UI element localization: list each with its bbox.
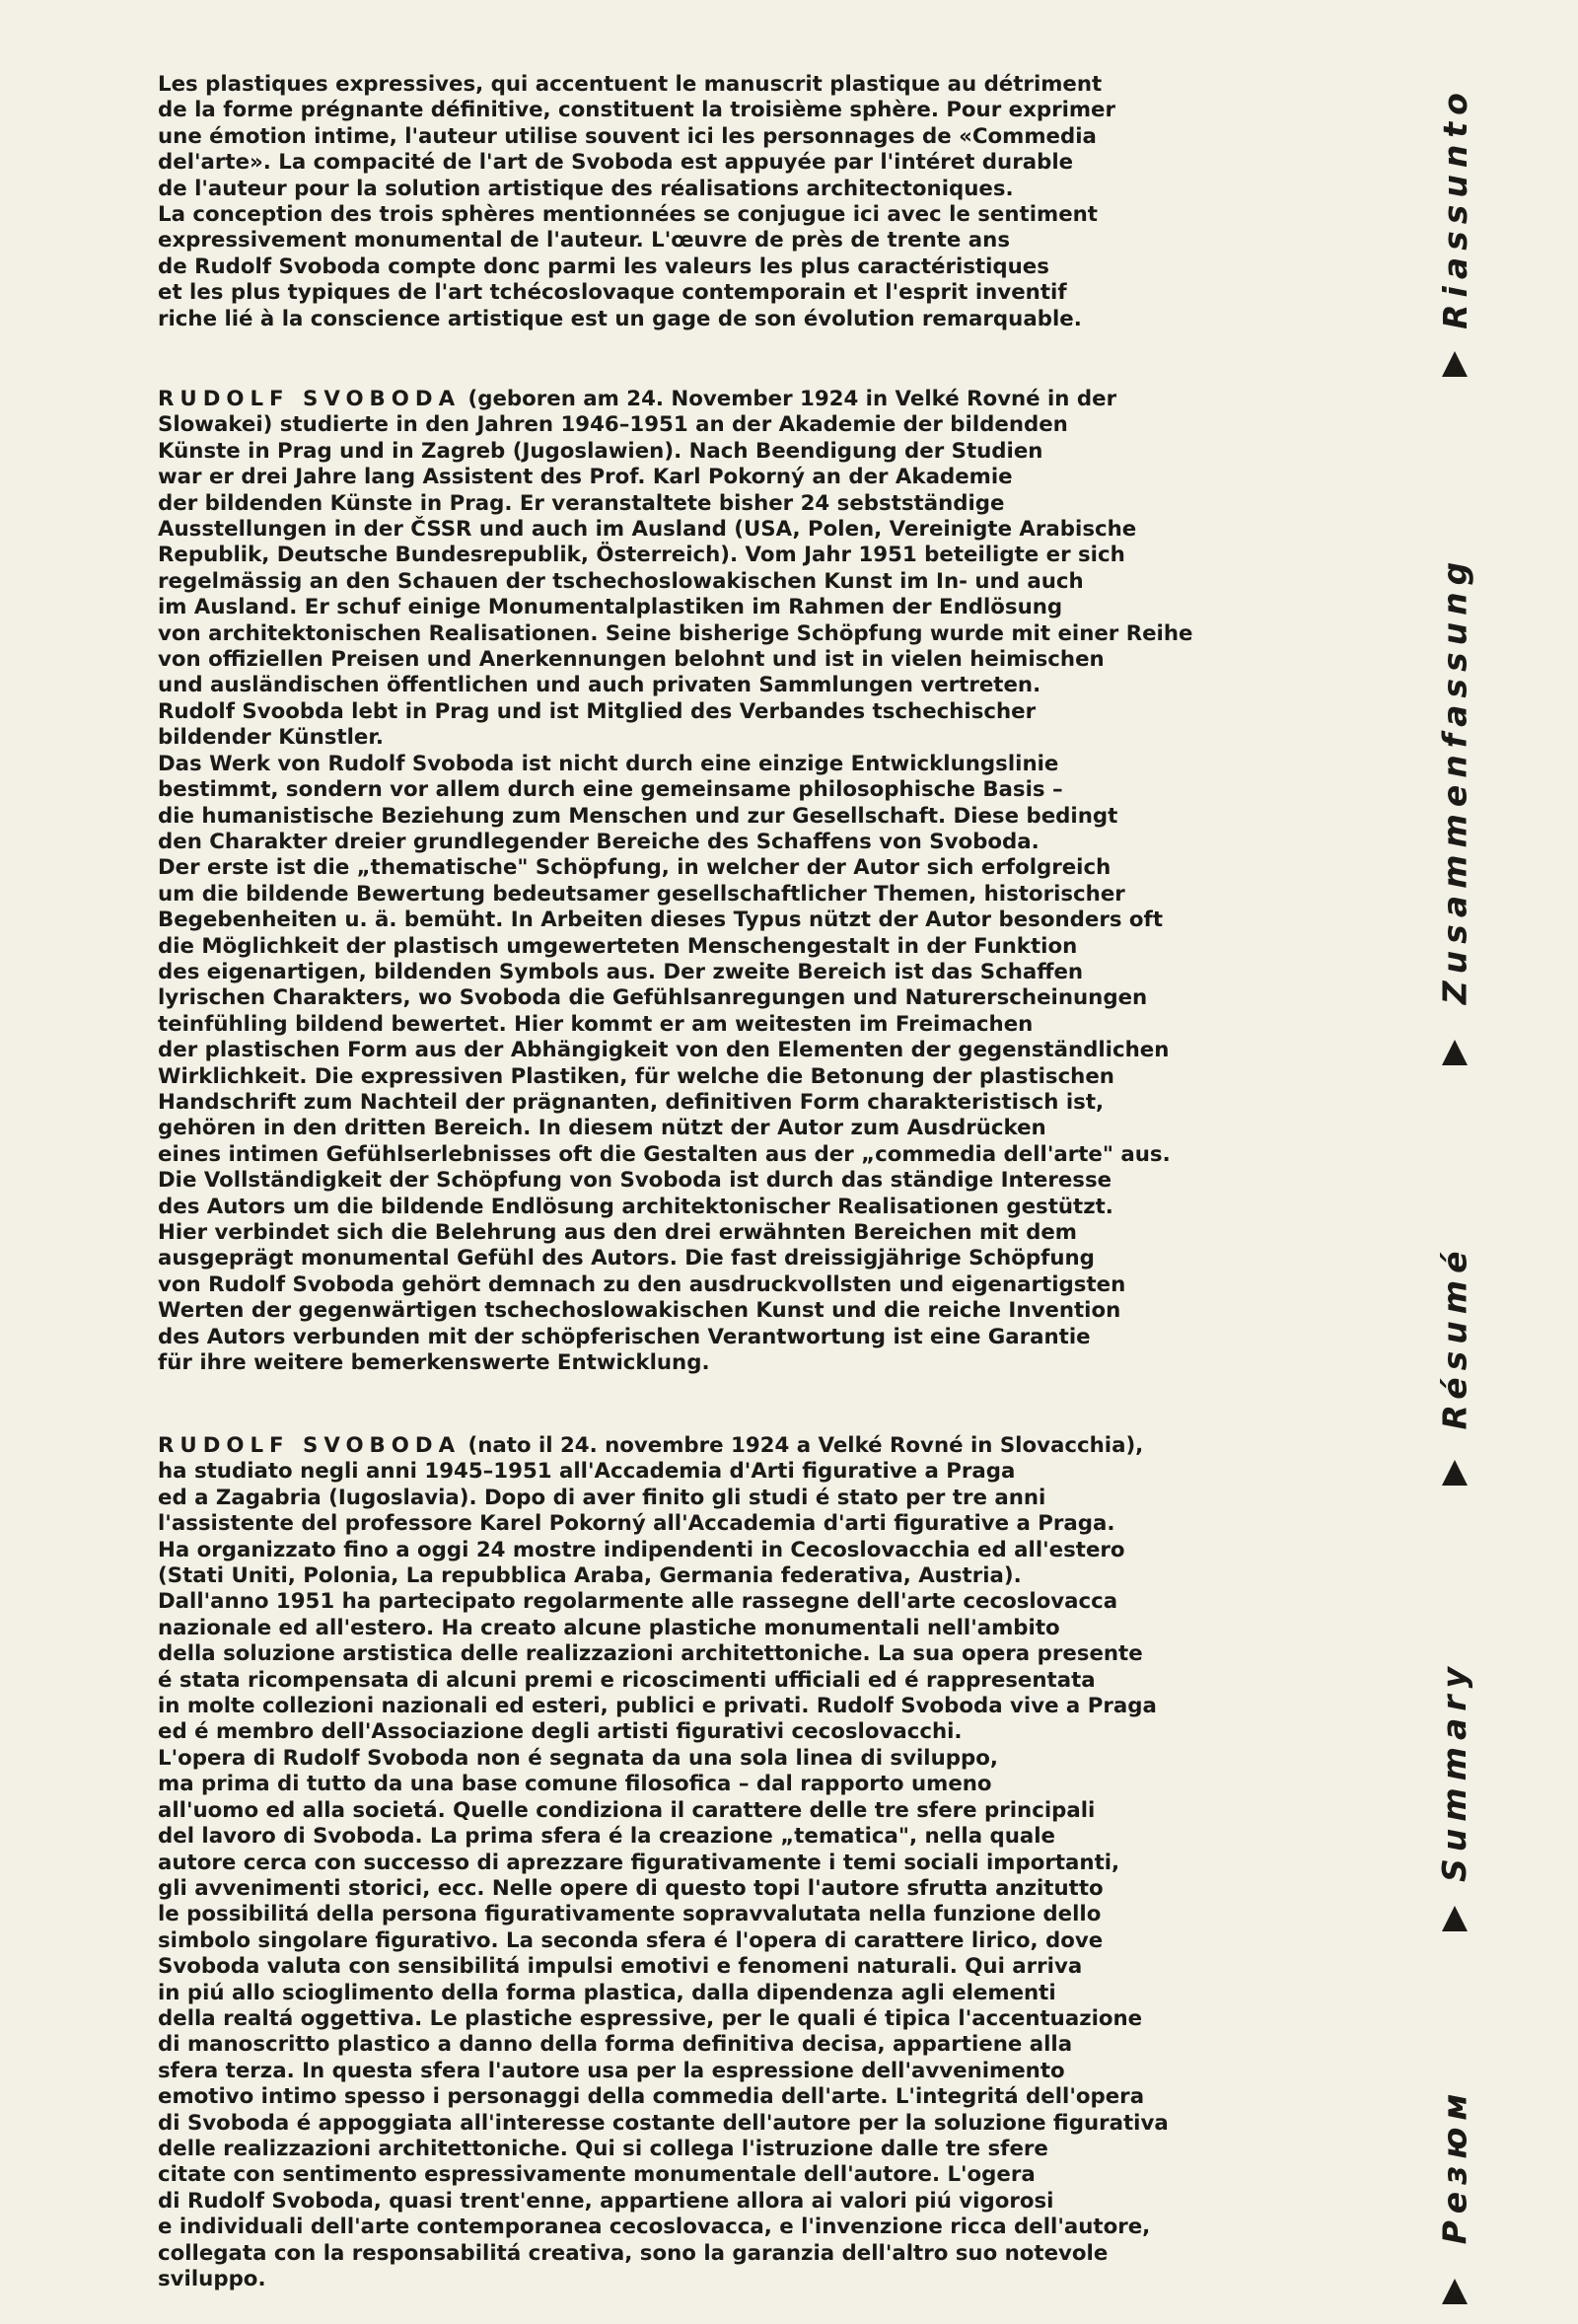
triangle-marker-icon bbox=[1442, 1040, 1468, 1065]
triangle-marker-icon bbox=[1442, 1906, 1468, 1931]
italian-summary bbox=[158, 1433, 1320, 2292]
triangle-marker-icon bbox=[1442, 2279, 1468, 2304]
german-author-name: RUDOLF SVOBODA bbox=[158, 387, 462, 411]
sidebar-label-italian: Riassunto bbox=[1435, 85, 1474, 329]
triangle-marker-icon bbox=[1442, 1460, 1468, 1486]
italian-author-name: RUDOLF SVOBODA bbox=[158, 1433, 462, 1458]
sidebar-label-russian: Резюм bbox=[1435, 2086, 1474, 2244]
sidebar-label-english: Summary bbox=[1435, 1659, 1474, 1882]
german-summary bbox=[158, 387, 1320, 1376]
language-sidebar bbox=[1420, 0, 1489, 2324]
french-summary bbox=[158, 72, 1320, 332]
sidebar-label-french: Résumé bbox=[1435, 1243, 1474, 1430]
sidebar-label-german: Zusammenfassung bbox=[1435, 554, 1474, 1004]
triangle-marker-icon bbox=[1442, 351, 1468, 377]
italian-summary-text: (nato il 24. novembre 1924 a Velké Rovné in Slovacchia), ha studiato negli anni 1945–1951 all'Accademia d'Arti figurative a Praga ed a Zagabria (Iugoslavia). Dopo di aver finito gli studi é stato per tre anni l'assistente del professore Karel Pokorný all'Accademia d'arti figurative a Praga. Ha organizzato fino a oggi 24 mostre indipendenti in Cecoslovacchia ed all'estero (Stati Uniti, Polonia, La repubblica Araba, Germania federativa, Austria). Dall'anno 1951 ha partecipato regolarmente alle rassegne dell'arte cecoslovacca nazionale ed all'estero. Ha creato alcune plastiche monumentali nell'ambito della soluzione arstistica delle realizzazioni architettoniche. La sua opera presente é stata ricompensata di alcuni premi e ricoscimenti ufficiali ed é rappresentata in molte collezioni nazionali ed esteri, publici e privati. Rudolf Svoboda vive a Praga ed é membro dell'Associazione degli artisti figurativi cecoslovacchi. L'opera di Rudolf Svoboda non é segnata da una sola linea di sviluppo, ma prima di tutto da una base comune filosofica – dal rapporto umeno all'uomo ed alla societá. Quelle condiziona il carattere delle tre sfere principali del lavoro di Svoboda. La prima sfera é la creazione „tematica", nella quale autore cerca con successo di aprezzare figurativamente i temi sociali importanti, gli avvenimenti storici, ecc. Nelle opere di questo topi l'autore sfrutta anzitutto le possibilitá della persona figurativamente sopravvalutata nella funzione dello simbolo singolare figurativo. La seconda sfera é l'opera di carattere lirico, dove Svoboda valuta con sensibilitá impulsi emotivi e fenomeni naturali. Qui arriva in piú allo scioglimento della forma plastica, dalla dipendenza agli elementi della realtá oggettiva. Le plastiche espressive, per le quali é tipica l'accentuazione di manoscritto plastico a danno della forma definitiva decisa, appartiene alla sfera terza. In questa sfera l'autore usa per la espressione dell'avvenimento emotivo intimo spesso i personaggi della commedia dell'arte. L'integritá dell'opera di Svoboda é appoggiata all'interesse costante dell'autore per la soluzione figurativa delle realizzazioni architettoniche. Qui si collega l'istruzione dalle tre sfere citate con sentimento espressivamente monumentale dell'autore. L'ogera di Rudolf Svoboda, quasi trent'enne, appartiene allora ai valori piú vigorosi e individuali dell'arte contemporanea cecoslovacca, e l'invenzione ricca dell'autore, collegata con la responsabilitá creativa, sono la garanzia dell'altro suo notevole sviluppo. bbox=[158, 1433, 1169, 2291]
french-summary-text: Les plastiques expressives, qui accentuent le manuscrit plastique au détriment de la forme prégnante définitive, constituent la troisième sphère. Pour exprimer une émotion intime, l'auteur utilise souvent ici les personnages de «Commedia del'arte». La compacité de l'art de Svoboda est appuyée par l'intéret durable de l'auteur pour la solution artistique des réalisations architectoniques. La conception des trois sphères mentionnées se conjugue ici avec le sentiment expressivement monumental de l'auteur. L'œuvre de près de trente ans de Rudolf Svoboda compte donc parmi les valeurs les plus caractéristiques et les plus typiques de l'art tchécoslovaque contemporain et l'esprit inventif riche lié à la conscience artistique est un gage de son évolution remarquable. bbox=[158, 72, 1116, 331]
german-summary-text: (geboren am 24. November 1924 in Velké Rovné in der Slowakei) studierte in den Jahren 1946–1951 an der Akademie der bildenden Künste in Prag und in Zagreb (Jugoslawien). Nach Beendigung der Studien war er drei Jahre lang Assistent des Prof. Karl Pokorný an der Akademie der bildenden Künste in Prag. Er veranstaltete bisher 24 sebstständige Ausstellungen in der ČSSR und auch im Ausland (USA, Polen, Vereinigte Arabische Republik, Deutsche Bundesrepublik, Österreich). Vom Jahr 1951 beteiligte er sich regelmässig an den Schauen der tschechoslowakischen Kunst im In- und auch im Ausland. Er schuf einige Monumentalplastiken im Rahmen der Endlösung von architektonischen Realisationen. Seine bisherige Schöpfung wurde mit einer Reihe von offiziellen Preisen und Anerkennungen belohnt und ist in vielen heimischen und ausländischen öffentlichen und auch privaten Sammlungen vertreten. Rudolf Svoobda lebt in Prag und ist Mitglied des Verbandes tschechischer bildender Künstler. Das Werk von Rudolf Svoboda ist nicht durch eine einzige Entwicklungslinie bestimmt, sondern vor allem durch eine gemeinsame philosophische Basis – die humanistische Beziehung zum Menschen und zur Gesellschaft. Diese bedingt den Charakter dreier grundlegender Bereiche des Schaffens von Svoboda. Der erste ist die „thematische" Schöpfung, in welcher der Autor sich erfolgreich um die bildende Bewertung bedeutsamer gesellschaftlicher Themen, historischer Begebenheiten u. ä. bemüht. In Arbeiten dieses Typus nützt der Autor besonders oft die Möglichkeit der plastisch umgewerteten Menschengestalt in der Funktion des eigenartigen, bildenden Symbols aus. Der zweite Bereich ist das Schaffen lyrischen Charakters, wo Svoboda die Gefühlsanregungen und Naturerscheinungen teinfühling bildend bewertet. Hier kommt er am weitesten im Freimachen der plastischen Form aus der Abhängigkeit von den Elementen der gegenständlichen Wirklichkeit. Die expressiven Plastiken, für welche die Betonung der plastischen Handschrift zum Nachteil der prägnanten, definitiven Form charakteristisch ist, gehören in den dritten Bereich. In diesem nützt der Autor zum Ausdrücken eines intimen Gefühlserlebnisses oft die Gestalten aus der „commedia dell'arte" aus. Die Vollständigkeit der Schöpfung von Svoboda ist durch das ständige Interesse des Autors um die bildende Endlösung architektonischer Realisationen gestützt. Hier verbindet sich die Belehrung aus den drei erwähnten Bereichen mit dem ausgeprägt monumental Gefühl des Autors. Die fast dreissigjährige Schöpfung von Rudolf Svoboda gehört demnach zu den ausdruckvollsten und eigenartigsten Werten der gegenwärtigen tschechoslowakischen Kunst und die reiche Invention des Autors verbunden mit der schöpferischen Verantwortung ist eine Garantie für ihre weitere bemerkenswerte Entwicklung. bbox=[158, 387, 1193, 1376]
